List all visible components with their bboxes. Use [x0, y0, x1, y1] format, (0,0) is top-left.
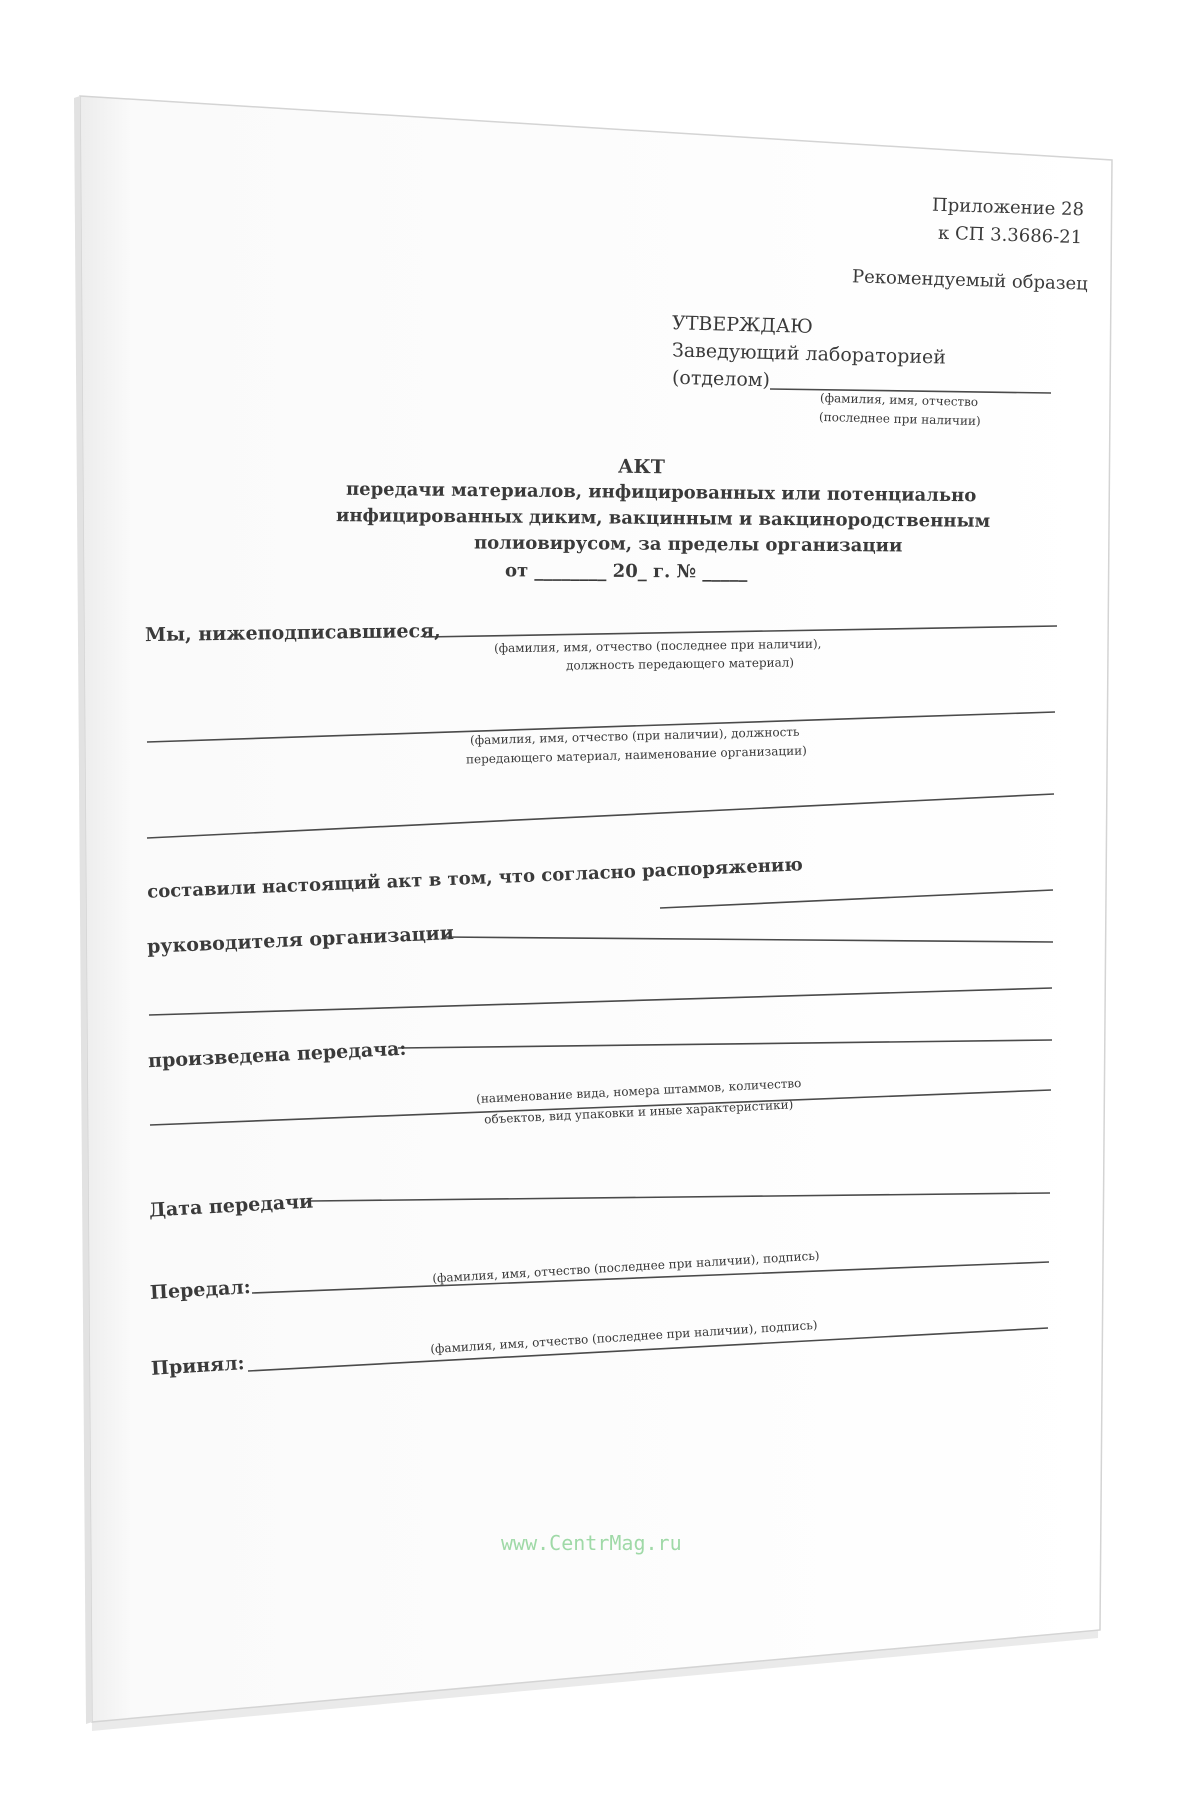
- hint-transferor-2: должность передающего материал): [565, 655, 795, 673]
- handed-label: Передал:: [149, 1276, 252, 1304]
- hint-organization-2: передающего материал, наименование организации): [465, 743, 807, 767]
- act-heading: АКТ: [617, 455, 666, 479]
- site-watermark: www.CentrMag.ru: [501, 1531, 682, 1555]
- act-title-line-3: полиовирусом, за пределы организации: [473, 532, 903, 557]
- date-transfer-label: Дата передачи: [148, 1190, 314, 1222]
- we-signed-label: Мы, нижеподписавшиеся,: [144, 619, 441, 647]
- approver-name-hint-2: (последнее при наличии): [818, 409, 981, 429]
- received-label: Принял:: [150, 1352, 246, 1380]
- approver-position: Заведующий лабораторией: [671, 339, 947, 369]
- hint-transferor-1: (фамилия, имя, отчество (последнее при наличии),: [493, 636, 822, 656]
- head-organization-label: руководителя организации: [146, 922, 455, 958]
- hint-handed-signature: (фамилия, имя, отчество (последнее при наличии), подпись): [431, 1248, 820, 1286]
- appendix-number: Приложение 28: [931, 194, 1085, 221]
- hint-materials-2: объектов, вид упаковки и иные характеристики): [483, 1097, 794, 1127]
- standard-reference: к СП 3.3686-21: [937, 222, 1083, 249]
- hint-materials-1: (наименование вида, номера штаммов, количество: [475, 1076, 802, 1106]
- approver-department: (отделом): [671, 366, 771, 392]
- recommended-sample: Рекомендуемый образец: [851, 266, 1089, 295]
- compiled-statement: составили настоящий акт в том, что согласно распоряжению: [146, 854, 804, 903]
- transfer-done-label: произведена передача:: [147, 1037, 407, 1073]
- act-title-line-1: передачи материалов, инфицированных или потенциально: [345, 478, 977, 507]
- approve-label: УТВЕРЖДАЮ: [671, 312, 814, 338]
- hint-organization-1: (фамилия, имя, отчество (при наличии), должность: [469, 724, 800, 748]
- hint-received-signature: (фамилия, имя, отчество (последнее при наличии), подпись): [429, 1317, 818, 1357]
- act-date-number: от ________ 20_ г. № _____: [504, 560, 748, 583]
- act-title-line-2: инфицированных диким, вакцинным и вакцинородственным: [335, 505, 991, 532]
- approver-name-hint: (фамилия, имя, отчество: [819, 390, 979, 410]
